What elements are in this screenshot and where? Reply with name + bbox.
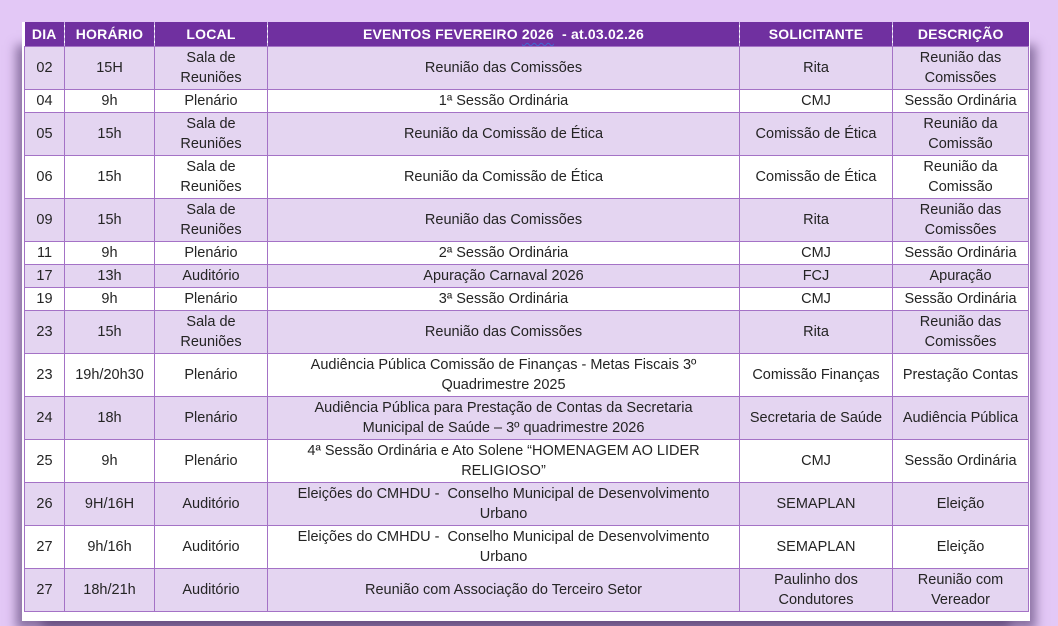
cell-dia: 25 <box>25 440 65 483</box>
cell-evento: Reunião com Associação do Terceiro Setor <box>268 569 740 612</box>
cell-horario: 9h <box>65 242 155 265</box>
cell-evento: Eleições do CMHDU - Conselho Municipal de Desenvolvimento Urbano <box>268 483 740 526</box>
cell-evento: 2ª Sessão Ordinária <box>268 242 740 265</box>
cell-evento: Reunião das Comissões <box>268 311 740 354</box>
cell-dia: 27 <box>25 526 65 569</box>
cell-dia: 04 <box>25 90 65 113</box>
cell-descricao: Reunião da Comissão <box>893 113 1029 156</box>
cell-horario: 9h/16h <box>65 526 155 569</box>
cell-descricao: Eleição <box>893 526 1029 569</box>
events-title-suffix: - at.03.02.26 <box>553 26 645 42</box>
table-row <box>25 311 1029 354</box>
cell-local: Plenário <box>155 354 268 397</box>
cell-evento: Reunião da Comissão de Ética <box>268 113 740 156</box>
cell-evento: Eleições do CMHDU - Conselho Municipal de Desenvolvimento Urbano <box>268 526 740 569</box>
cell-descricao: Apuração <box>893 265 1029 288</box>
table-row <box>25 265 1029 288</box>
col-header-local: LOCAL <box>155 22 268 47</box>
cell-local: Sala de Reuniões <box>155 113 268 156</box>
cell-solicitante: Rita <box>740 311 893 354</box>
cell-descricao: Reunião das Comissões <box>893 311 1029 354</box>
cell-solicitante: CMJ <box>740 288 893 311</box>
cell-solicitante: CMJ <box>740 440 893 483</box>
cell-solicitante: Rita <box>740 47 893 90</box>
cell-horario: 9h <box>65 440 155 483</box>
cell-local: Sala de Reuniões <box>155 311 268 354</box>
cell-local: Auditório <box>155 483 268 526</box>
cell-descricao: Audiência Pública <box>893 397 1029 440</box>
table-body <box>25 47 1029 612</box>
table-row <box>25 526 1029 569</box>
table-row <box>25 47 1029 90</box>
cell-local: Plenário <box>155 90 268 113</box>
events-table-sheet <box>22 22 1030 621</box>
cell-descricao: Reunião da Comissão <box>893 156 1029 199</box>
cell-evento: 3ª Sessão Ordinária <box>268 288 740 311</box>
cell-local: Plenário <box>155 288 268 311</box>
cell-evento: Audiência Pública para Prestação de Contas da Secretaria Municipal de Saúde – 3º quadrimestre 2026 <box>268 397 740 440</box>
cell-evento: Reunião da Comissão de Ética <box>268 156 740 199</box>
cell-dia: 27 <box>25 569 65 612</box>
table-row <box>25 90 1029 113</box>
col-header-solicitante: SOLICITANTE <box>740 22 893 47</box>
cell-local: Plenário <box>155 242 268 265</box>
events-title-year: 2026 <box>521 26 554 42</box>
cell-local: Sala de Reuniões <box>155 199 268 242</box>
cell-local: Auditório <box>155 265 268 288</box>
cell-descricao: Sessão Ordinária <box>893 90 1029 113</box>
cell-dia: 23 <box>25 354 65 397</box>
cell-local: Sala de Reuniões <box>155 47 268 90</box>
col-header-dia: DIA <box>25 22 65 47</box>
table-row <box>25 483 1029 526</box>
cell-horario: 13h <box>65 265 155 288</box>
col-header-horario: HORÁRIO <box>65 22 155 47</box>
cell-dia: 02 <box>25 47 65 90</box>
col-header-eventos <box>268 22 740 47</box>
table-row <box>25 113 1029 156</box>
table-row <box>25 397 1029 440</box>
cell-solicitante: Secretaria de Saúde <box>740 397 893 440</box>
table-row <box>25 199 1029 242</box>
cell-evento: Reunião das Comissões <box>268 199 740 242</box>
cell-dia: 09 <box>25 199 65 242</box>
table-row <box>25 354 1029 397</box>
cell-solicitante: Comissão Finanças <box>740 354 893 397</box>
cell-local: Auditório <box>155 526 268 569</box>
table-row <box>25 156 1029 199</box>
cell-horario: 9H/16H <box>65 483 155 526</box>
cell-horario: 18h <box>65 397 155 440</box>
cell-horario: 15H <box>65 47 155 90</box>
header-row <box>25 22 1029 47</box>
cell-horario: 19h/20h30 <box>65 354 155 397</box>
cell-descricao: Sessão Ordinária <box>893 288 1029 311</box>
cell-solicitante: CMJ <box>740 242 893 265</box>
events-table <box>24 22 1029 612</box>
cell-dia: 06 <box>25 156 65 199</box>
table-row <box>25 288 1029 311</box>
cell-descricao: Sessão Ordinária <box>893 440 1029 483</box>
cell-horario: 15h <box>65 113 155 156</box>
cell-evento: 4ª Sessão Ordinária e Ato Solene “HOMENAGEM AO LIDER RELIGIOSO” <box>268 440 740 483</box>
events-title-prefix: EVENTOS FEVEREIRO <box>362 26 522 42</box>
cell-horario: 15h <box>65 199 155 242</box>
cell-evento: Reunião das Comissões <box>268 47 740 90</box>
cell-dia: 11 <box>25 242 65 265</box>
cell-solicitante: Comissão de Ética <box>740 113 893 156</box>
cell-local: Plenário <box>155 440 268 483</box>
cell-dia: 26 <box>25 483 65 526</box>
cell-evento: Audiência Pública Comissão de Finanças - Metas Fiscais 3º Quadrimestre 2025 <box>268 354 740 397</box>
cell-solicitante: CMJ <box>740 90 893 113</box>
cell-local: Plenário <box>155 397 268 440</box>
cell-horario: 18h/21h <box>65 569 155 612</box>
cell-horario: 9h <box>65 288 155 311</box>
cell-solicitante: SEMAPLAN <box>740 483 893 526</box>
cell-horario: 15h <box>65 156 155 199</box>
cell-evento: Apuração Carnaval 2026 <box>268 265 740 288</box>
cell-local: Sala de Reuniões <box>155 156 268 199</box>
cell-descricao: Prestação Contas <box>893 354 1029 397</box>
col-header-descricao: DESCRIÇÃO <box>893 22 1029 47</box>
cell-descricao: Reunião com Vereador <box>893 569 1029 612</box>
cell-dia: 23 <box>25 311 65 354</box>
cell-evento: 1ª Sessão Ordinária <box>268 90 740 113</box>
cell-dia: 24 <box>25 397 65 440</box>
cell-horario: 15h <box>65 311 155 354</box>
cell-solicitante: FCJ <box>740 265 893 288</box>
cell-dia: 05 <box>25 113 65 156</box>
cell-descricao: Reunião das Comissões <box>893 47 1029 90</box>
cell-local: Auditório <box>155 569 268 612</box>
cell-solicitante: SEMAPLAN <box>740 526 893 569</box>
cell-descricao: Eleição <box>893 483 1029 526</box>
table-row <box>25 569 1029 612</box>
table-row <box>25 242 1029 265</box>
cell-solicitante: Paulinho dos Condutores <box>740 569 893 612</box>
cell-horario: 9h <box>65 90 155 113</box>
cell-solicitante: Comissão de Ética <box>740 156 893 199</box>
cell-descricao: Sessão Ordinária <box>893 242 1029 265</box>
cell-solicitante: Rita <box>740 199 893 242</box>
table-row <box>25 440 1029 483</box>
cell-dia: 19 <box>25 288 65 311</box>
cell-dia: 17 <box>25 265 65 288</box>
cell-descricao: Reunião das Comissões <box>893 199 1029 242</box>
